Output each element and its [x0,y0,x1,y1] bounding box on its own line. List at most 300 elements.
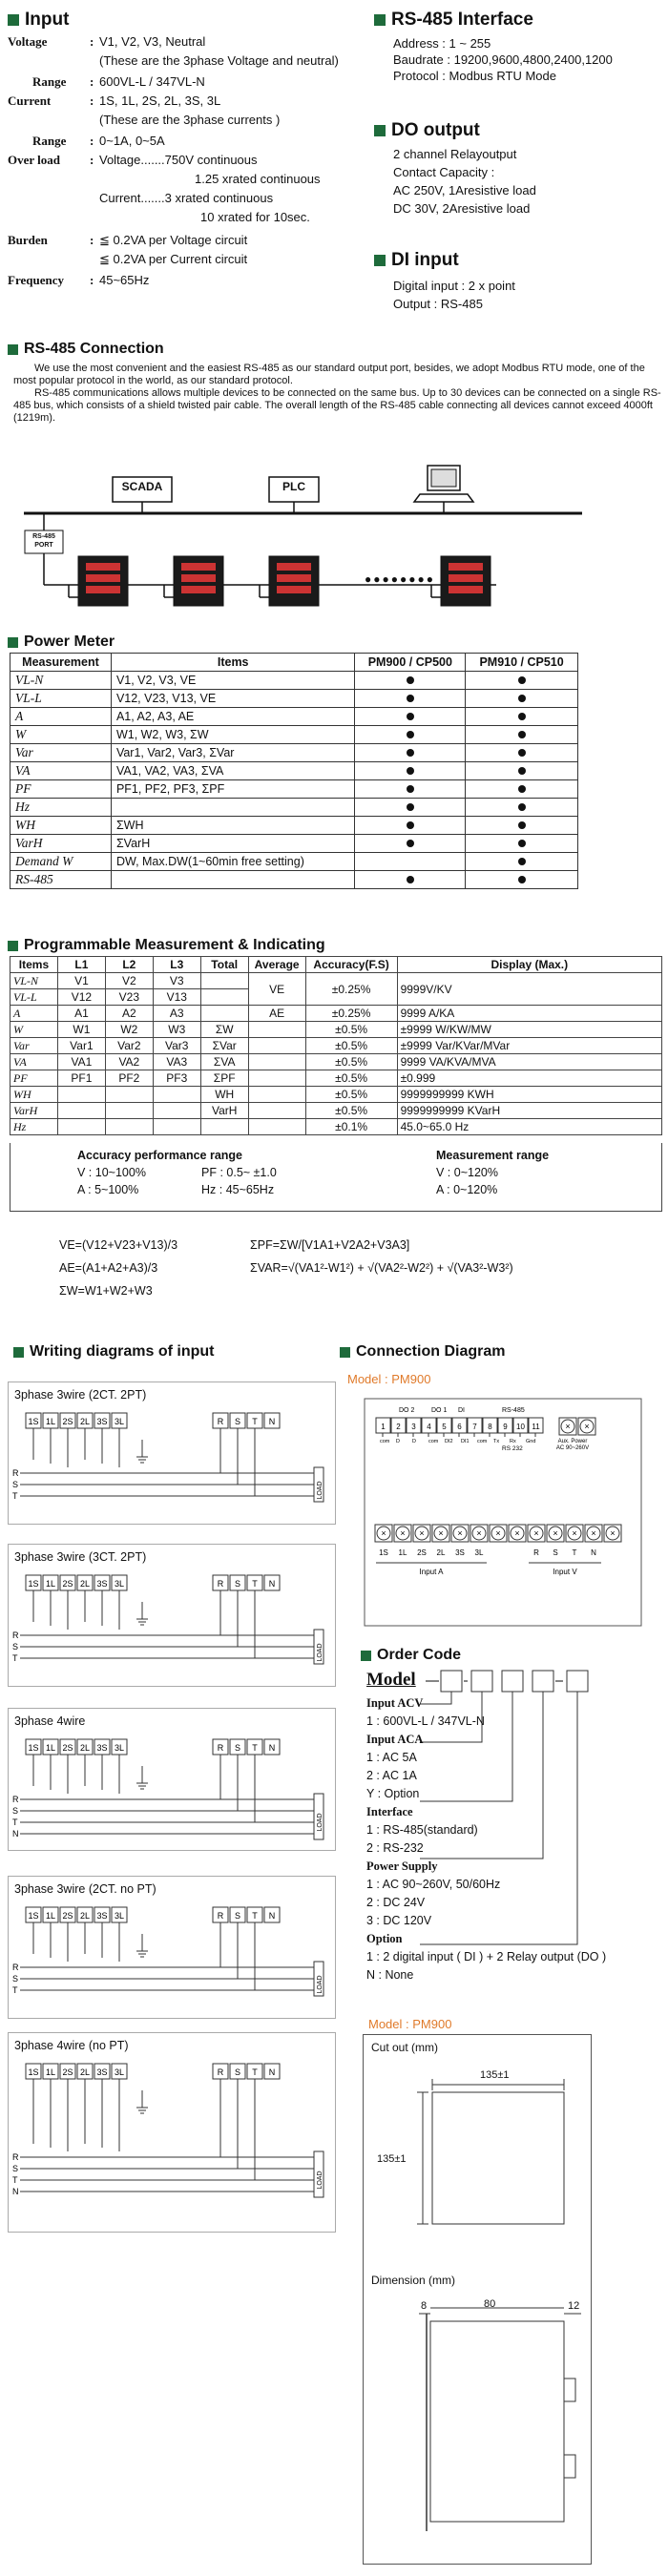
spec-colon: : [90,153,94,167]
pm910-cell [466,799,578,817]
bullet-square-icon [340,1347,350,1358]
svg-text:S: S [234,1911,241,1921]
svg-text:T: T [12,2175,18,2185]
pm900-cell [355,726,466,744]
filled-dot-icon [407,767,414,775]
table-cell [248,1103,305,1119]
items-cell: V1, V2, V3, VE [111,672,355,690]
column-header: Total [200,957,248,973]
table-cell: Var3 [153,1038,200,1054]
spec-value: ≦ 0.2VA per Current circuit [99,252,248,266]
items-cell: V12, V23, V13, VE [111,690,355,708]
table-cell: W2 [105,1022,153,1038]
formula-sum-w: ΣW=W1+W2+W3 [59,1284,153,1298]
order-box [532,1671,553,1692]
table-cell: VA [10,1054,58,1070]
column-header: L3 [153,957,200,973]
filled-dot-icon [407,695,414,702]
spec-colon: : [90,74,94,89]
svg-text:DI2: DI2 [445,1439,453,1444]
wiring-diagram-title: 3phase 4wire (no PT) [14,2039,129,2052]
svg-text:10: 10 [516,1423,525,1431]
pm910-cell [466,672,578,690]
connection-diagram-title: Connection Diagram [340,1343,505,1361]
table-cell: A2 [105,1006,153,1022]
svg-text:2S: 2S [417,1548,427,1557]
connection-model-label: Model : PM900 [347,1372,431,1386]
power-meter-device [164,556,223,606]
table-cell: AE [248,1006,305,1022]
order-option: 1 : AC 5A [366,1751,417,1764]
table-cell: ±0.5% [305,1087,397,1103]
measurement-cell: VarH [10,835,112,853]
svg-text:2L: 2L [79,2067,91,2077]
table-cell: V1 [57,973,105,989]
svg-text:LOAD: LOAD [317,1975,324,1994]
svg-text:×: × [400,1528,406,1538]
svg-text:2S: 2S [62,1911,73,1921]
svg-text:3L: 3L [114,1417,125,1426]
svg-text:R: R [12,1963,19,1972]
svg-text:com: com [428,1439,439,1444]
items-cell [111,871,355,889]
svg-text:T: T [12,1491,18,1501]
svg-text:Input V: Input V [553,1568,577,1576]
svg-text:R: R [217,1911,224,1921]
svg-text:N: N [268,1579,276,1589]
filled-dot-icon [518,876,526,883]
filled-dot-icon [518,676,526,684]
table-row [10,853,578,871]
dimension-d2: 80 [484,2298,496,2310]
pm900-cell [355,799,466,817]
pm900-cell [355,780,466,799]
table-cell: 9999V/KV [397,973,661,1006]
items-cell: A1, A2, A3, AE [111,708,355,726]
spec-label: Over load [8,153,61,167]
pm900-cell [355,871,466,889]
table-cell: V23 [105,989,153,1006]
measurement-cell: A [10,708,112,726]
svg-text:×: × [476,1528,482,1538]
table-cell: VA1 [57,1054,105,1070]
table-cell [57,1103,105,1119]
protocol-line: Protocol : Modbus RTU Mode [393,69,556,83]
svg-text:×: × [533,1528,539,1538]
svg-text:N: N [268,1743,276,1753]
order-option: 2 : DC 24V [366,1896,426,1909]
items-cell: W1, W2, W3, ΣW [111,726,355,744]
power-meter-device [431,556,491,606]
table-cell: W1 [57,1022,105,1038]
table-cell [248,1119,305,1135]
table-row [10,799,578,817]
pm910-cell [466,853,578,871]
order-code-list [366,1694,606,1984]
order-power-supply-title: Power Supply [366,1859,438,1873]
spec-colon: : [90,34,94,49]
col-items: Items [111,654,355,672]
dimension-box [363,2034,592,2565]
svg-text:D: D [412,1439,416,1444]
table-row [10,817,578,835]
table-cell [248,1070,305,1087]
spec-value: 45~65Hz [99,273,150,287]
svg-text:×: × [553,1528,558,1538]
wiring-schematic [9,1545,337,1688]
pm910-cell [466,817,578,835]
do-line: 2 channel Relayoutput [393,147,517,161]
order-option: 1 : 2 digital input ( DI ) + 2 Relay output (DO ) [366,1950,607,1963]
spec-label: Range [32,134,67,148]
spec-label: Burden [8,233,48,247]
measurement-cell: Hz [10,799,112,817]
svg-text:N: N [268,2067,276,2077]
svg-text:2S: 2S [62,1417,73,1426]
spec-value: (These are the 3phase currents ) [99,113,281,127]
table-row [10,744,578,762]
svg-text:1S: 1S [28,2067,39,2077]
rs485-interface-title: RS-485 Interface [374,10,533,31]
table-cell [57,1119,105,1135]
table-cell [248,1038,305,1054]
do-output-title: DO output [374,120,480,141]
table-cell: Hz [10,1119,58,1135]
svg-text:×: × [438,1528,444,1538]
filled-dot-icon [518,785,526,793]
table-cell [200,989,248,1006]
measurement-cell: Demand W [10,853,112,871]
items-cell: ΣWH [111,817,355,835]
rs485-paragraph-2: RS-485 communications allows multiple devices to be connected on the same bus. Up to 30 devices can be connected on a single RS-485 bus, which consists of a shield twisted pair cable. The overall length of the RS-485 cable connecting all devices cannot exceed 4000ft (1219m). [13,387,661,424]
table-row [10,1054,662,1070]
accuracy-title: Accuracy performance range [77,1149,242,1162]
col-pm900: PM900 / CP500 [355,654,466,672]
pm910-cell [466,690,578,708]
svg-text:T: T [12,1653,18,1663]
filled-dot-icon [407,731,414,738]
svg-text:2: 2 [396,1423,401,1431]
spec-label: Frequency [8,273,64,287]
wiring-schematic [9,2033,337,2233]
svg-text:×: × [495,1528,501,1538]
svg-text:S: S [234,1743,241,1753]
table-cell [200,1119,248,1135]
svg-text:T: T [252,1579,258,1589]
svg-text:DO 1: DO 1 [431,1407,448,1414]
table-cell: VarH [200,1103,248,1119]
measurement-cell: Var [10,744,112,762]
filled-dot-icon [518,803,526,811]
svg-text:S: S [234,2067,241,2077]
svg-text:×: × [591,1528,596,1538]
filled-dot-icon [407,876,414,883]
dimension-model-label: Model : PM900 [368,2017,452,2031]
svg-text:1S: 1S [379,1548,388,1557]
table-cell: ±0.5% [305,1070,397,1087]
table-cell: V3 [153,973,200,989]
power-meter-title: Power Meter [8,634,115,651]
svg-text:T: T [572,1548,577,1557]
svg-text:DI: DI [458,1407,465,1414]
pm910-cell [466,708,578,726]
svg-text:N: N [12,2187,19,2196]
svg-text:com: com [477,1439,488,1444]
svg-text:2L: 2L [79,1911,91,1921]
wiring-diagram-title: 3phase 3wire (2CT. 2PT) [14,1388,147,1402]
table-row [10,1103,662,1119]
spec-colon: : [90,233,94,247]
table-cell: Var2 [105,1038,153,1054]
order-box [567,1671,588,1692]
spec-colon: : [90,134,94,148]
svg-text:2S: 2S [62,1579,73,1589]
order-option: 1 : 600VL-L / 347VL-N [366,1714,485,1728]
table-cell: V12 [57,989,105,1006]
svg-text:3L: 3L [114,1579,125,1589]
formula-ve: VE=(V12+V23+V13)/3 [59,1238,178,1252]
svg-text:×: × [381,1528,386,1538]
svg-text:N: N [268,1911,276,1921]
table-cell: V13 [153,989,200,1006]
col-pm910: PM910 / CP510 [466,654,578,672]
order-box [471,1671,492,1692]
wiring-diagram-title: 3phase 4wire [14,1714,86,1728]
table-row [10,1038,662,1054]
pm900-cell [355,708,466,726]
pm900-cell [355,762,466,780]
table-cell: PF2 [105,1070,153,1087]
wiring-schematic [9,1877,337,2020]
dimension-title: Dimension (mm) [371,2274,456,2287]
svg-text:S: S [234,1417,241,1426]
filled-dot-icon [407,821,414,829]
bullet-square-icon [374,255,386,266]
order-option-title: Option [366,1932,403,1945]
table-cell: PF1 [57,1070,105,1087]
measurement-range-title: Measurement range [436,1149,550,1162]
table-cell: PF [10,1070,58,1087]
svg-text:AC 90~260V: AC 90~260V [555,1445,590,1451]
table-cell: ±9999 Var/KVar/MVar [397,1038,661,1054]
measurement-cell: VA [10,762,112,780]
table-cell: ±0.5% [305,1054,397,1070]
spec-label: Range [32,74,67,89]
table-cell: ±0.999 [397,1070,661,1087]
di-line: Output : RS-485 [393,297,483,311]
table-cell [57,1087,105,1103]
table-header-row [10,654,578,672]
svg-text:1S: 1S [28,1417,39,1426]
table-cell: A [10,1006,58,1022]
svg-text:LOAD: LOAD [317,1481,324,1500]
table-cell: 9999 VA/KVA/MVA [397,1054,661,1070]
pm910-cell [466,780,578,799]
table-row [10,726,578,744]
svg-text:D: D [396,1439,400,1444]
filled-dot-icon [407,713,414,720]
table-cell: V2 [105,973,153,989]
spec-value: 10 xrated for 10sec. [200,210,310,224]
table-cell: W [10,1022,58,1038]
table-row [10,708,578,726]
svg-text:3S: 3S [96,1579,108,1589]
pm910-cell [466,726,578,744]
svg-text:T: T [252,1911,258,1921]
svg-text:1L: 1L [398,1548,407,1557]
svg-text:2S: 2S [62,1743,73,1753]
table-row [10,1119,662,1135]
table-cell: Var [10,1038,58,1054]
table-cell [200,973,248,989]
svg-text:9: 9 [503,1423,508,1431]
spec-value: 1.25 xrated continuous [195,172,321,186]
filled-dot-icon [518,840,526,847]
table-row [10,762,578,780]
order-interface-title: Interface [366,1805,413,1818]
table-row [10,871,578,889]
do-output-specs [393,145,536,218]
svg-text:×: × [584,1422,590,1431]
table-cell: 9999999999 KVarH [397,1103,661,1119]
order-acv-title: Input ACV [366,1696,424,1710]
table-cell: 9999 A/KA [397,1006,661,1022]
scada-label: SCADA [121,480,163,493]
more-devices-dots: ●●●●●●●● [365,572,435,586]
table-cell: VL-N [10,973,58,989]
filled-dot-icon [518,713,526,720]
spec-value: 600VL-L / 347VL-N [99,74,205,89]
filled-dot-icon [407,785,414,793]
measurement-cell: W [10,726,112,744]
table-cell: A3 [153,1006,200,1022]
filled-dot-icon [518,695,526,702]
table-cell: WH [200,1087,248,1103]
order-option: 1 : AC 90~260V, 50/60Hz [366,1878,501,1891]
svg-text:×: × [514,1528,520,1538]
svg-text:S: S [553,1548,558,1557]
filled-dot-icon [407,840,414,847]
table-row [10,1087,662,1103]
svg-text:S: S [12,1974,19,1984]
table-cell [248,1022,305,1038]
svg-text:Aux. Power: Aux. Power [557,1439,588,1444]
svg-text:1L: 1L [45,1417,56,1426]
table-cell [105,1119,153,1135]
svg-text:1: 1 [381,1423,386,1431]
svg-text:RS-485: RS-485 [502,1407,525,1414]
bullet-square-icon [8,941,18,951]
bullet-square-icon [8,344,18,355]
connection-diagram [363,1391,649,1639]
filled-dot-icon [407,676,414,684]
column-header: L2 [105,957,153,973]
svg-text:2L: 2L [79,1579,91,1589]
svg-text:R: R [533,1548,539,1557]
measurement-a: A : 0~120% [436,1183,498,1196]
measurement-cell: WH [10,817,112,835]
pm900-cell [355,853,466,871]
table-cell [153,1103,200,1119]
spec-label: Voltage [8,34,48,49]
spec-label: Current [8,93,52,108]
svg-text:RS 232: RS 232 [502,1445,523,1452]
column-header: Average [248,957,305,973]
svg-text:S: S [12,2164,19,2173]
column-header: Items [10,957,58,973]
svg-text:×: × [572,1528,577,1538]
measurement-v: V : 0~120% [436,1166,498,1179]
table-cell: ±0.25% [305,973,397,1006]
measurement-cell: PF [10,780,112,799]
table-cell: Var1 [57,1038,105,1054]
do-line: AC 250V, 1Aresistive load [393,183,536,197]
table-cell: ±0.5% [305,1022,397,1038]
svg-text:2L: 2L [436,1548,446,1557]
wiring-diagram [8,1544,336,1687]
cutout-width-label: 135±1 [480,2069,510,2081]
svg-text:7: 7 [472,1423,477,1431]
svg-text:5: 5 [442,1423,447,1431]
svg-text:com: com [380,1439,390,1444]
items-cell: ΣVarH [111,835,355,853]
svg-text:×: × [610,1528,616,1538]
bullet-square-icon [361,1651,371,1661]
table-row [10,690,578,708]
bullet-square-icon [13,1347,24,1358]
do-line: DC 30V, 2Aresistive load [393,201,531,216]
svg-text:R: R [217,1417,224,1426]
table-cell: A1 [57,1006,105,1022]
dimension-drawing [364,2035,593,2566]
svg-text:DO 2: DO 2 [399,1407,415,1414]
spec-colon: : [90,93,94,108]
range-box [10,1143,662,1212]
svg-text:LOAD: LOAD [317,2171,324,2190]
table-cell: ΣPF [200,1070,248,1087]
table-cell: ΣW [200,1022,248,1038]
svg-text:S: S [12,1642,19,1652]
svg-text:R: R [12,1795,19,1804]
svg-text:3S: 3S [96,1743,108,1753]
table-cell: ΣVA [200,1054,248,1070]
formula-sum-var: ΣVAR=√(VA1²-W1²) + √(VA2²-W2²) + √(VA3²-W3²) [250,1261,513,1275]
address-line: Address : 1 ~ 255 [393,36,491,51]
spec-value: Current.......3 xrated continuous [99,191,274,205]
spec-colon: : [90,273,94,287]
bullet-square-icon [374,14,386,26]
wiring-diagram [8,2032,336,2233]
svg-text:11: 11 [532,1423,540,1431]
svg-text:R: R [217,1579,224,1589]
cutout-height-label: 135±1 [377,2153,407,2165]
svg-text:×: × [457,1528,463,1538]
filled-dot-icon [518,749,526,757]
di-input-title: DI input [374,250,459,271]
rs485-connection-title: RS-485 Connection [8,341,164,358]
svg-text:3S: 3S [455,1548,465,1557]
svg-text:T: T [252,1417,258,1426]
cutout-title: Cut out (mm) [371,2041,439,2054]
svg-text:T: T [252,1743,258,1753]
bullet-square-icon [374,125,386,136]
table-cell [105,1087,153,1103]
order-box [502,1671,523,1692]
spec-value: ≦ 0.2VA per Voltage circuit [99,233,248,247]
dimension-d1: 8 [421,2300,428,2312]
items-cell: PF1, PF2, PF3, ΣPF [111,780,355,799]
table-cell [105,1103,153,1119]
